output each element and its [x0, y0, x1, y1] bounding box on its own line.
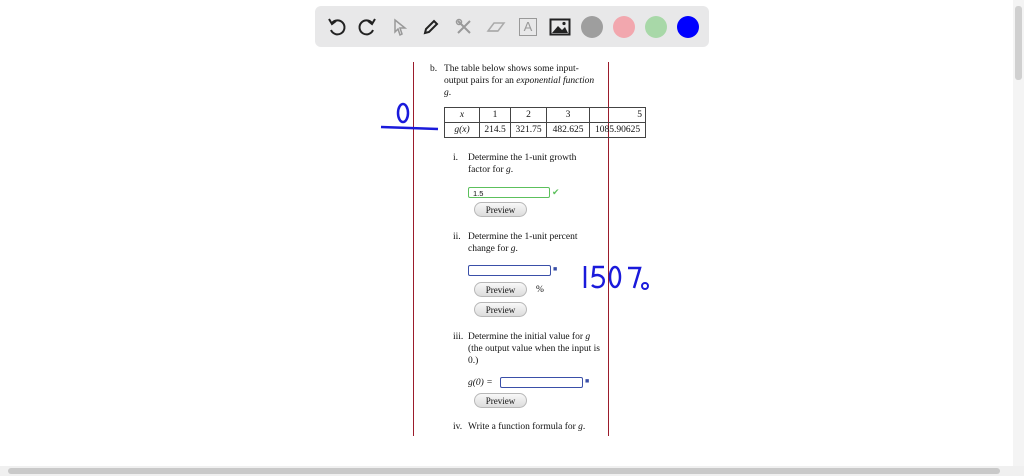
- text-icon[interactable]: [516, 15, 540, 39]
- q4-func: g: [578, 422, 583, 432]
- table-cell: 5: [590, 108, 646, 123]
- table-cell: 214.5: [480, 123, 511, 138]
- q1-line-1: Determine the 1-unit growth: [468, 153, 577, 163]
- intro-emphasis: exponential function: [516, 76, 595, 86]
- values-table: [444, 107, 646, 138]
- q3-flag-icon: ■: [585, 378, 590, 385]
- q2-line-1: Determine the 1-unit percent: [468, 232, 578, 242]
- table-row: [445, 123, 646, 138]
- preview-button[interactable]: Preview: [474, 393, 527, 408]
- x-header: x: [445, 108, 480, 123]
- q1-answer-input[interactable]: 1.5: [468, 187, 550, 198]
- part-label: b.: [430, 64, 438, 74]
- q3-line-2: (the output value when the input is: [468, 344, 600, 354]
- q3-line-3: 0.): [468, 356, 479, 366]
- percent-unit: %: [536, 285, 544, 295]
- preview-button[interactable]: Preview: [474, 302, 527, 317]
- check-icon: ✔: [552, 187, 560, 197]
- q3-lhs: g(0) =: [468, 378, 493, 388]
- q2-answer-input[interactable]: [468, 265, 551, 276]
- vertical-scroll-thumb[interactable]: [1015, 6, 1022, 80]
- q2-text: change for: [468, 244, 509, 254]
- table-cell: 2: [511, 108, 547, 123]
- intro-line-3: [444, 87, 451, 99]
- tools-icon[interactable]: [452, 15, 476, 39]
- table-cell: 3: [547, 108, 590, 123]
- horizontal-scrollbar[interactable]: [0, 466, 1024, 476]
- color-pink[interactable]: [613, 16, 635, 38]
- drawing-toolbar: [315, 6, 709, 47]
- redo-icon[interactable]: [355, 15, 379, 39]
- q2-line-2: change for g.: [468, 244, 518, 254]
- q4-line-1: Write a function formula for g.: [468, 422, 586, 432]
- intro-line-1: The table below shows some input-: [444, 64, 579, 74]
- q1-text: factor for: [468, 165, 504, 175]
- q1-label: i.: [453, 153, 459, 163]
- pointer-icon[interactable]: [388, 15, 412, 39]
- table-cell: 482.625: [547, 123, 590, 138]
- page-margin-left: [413, 62, 414, 436]
- q3-label: iii.: [453, 332, 464, 342]
- table-cell: 1: [480, 108, 511, 123]
- q1-line-2: factor for g.: [468, 165, 514, 175]
- handwritten-zero: [376, 98, 446, 134]
- preview-button[interactable]: Preview: [474, 202, 527, 217]
- color-gray[interactable]: [581, 16, 603, 38]
- color-blue[interactable]: [677, 16, 699, 38]
- horizontal-scroll-thumb[interactable]: [8, 468, 1000, 474]
- q3-text: Determine the initial value for: [468, 332, 584, 342]
- q3-answer-input[interactable]: [500, 377, 583, 388]
- q3-line-1: [468, 331, 590, 343]
- table-cell: 1085.90625: [590, 123, 646, 138]
- eraser-icon[interactable]: [484, 15, 508, 39]
- q2-func: g: [510, 244, 516, 254]
- q4-label: iv.: [453, 422, 463, 432]
- pen-icon[interactable]: [419, 15, 443, 39]
- q1-func: g: [505, 165, 511, 175]
- undo-icon[interactable]: [325, 15, 349, 39]
- intro-period: .: [448, 88, 452, 98]
- vertical-scrollbar[interactable]: [1013, 0, 1024, 466]
- q2-label: ii.: [453, 232, 461, 242]
- table-row: [445, 108, 646, 123]
- q3-func: g: [585, 332, 591, 342]
- color-green[interactable]: [645, 16, 667, 38]
- intro-func: g: [444, 88, 449, 98]
- gx-header: g(x): [445, 123, 480, 138]
- table-cell: 321.75: [511, 123, 547, 138]
- intro-text: output pairs for an: [444, 76, 514, 86]
- q4-text: Write a function formula for: [468, 422, 576, 432]
- preview-button[interactable]: Preview: [474, 282, 527, 297]
- text-icon-glyph: A: [519, 18, 537, 36]
- intro-line-2: [444, 75, 594, 87]
- q2-flag-icon: ■: [553, 266, 558, 273]
- image-icon[interactable]: [548, 15, 572, 39]
- handwritten-150-percent: [578, 262, 654, 294]
